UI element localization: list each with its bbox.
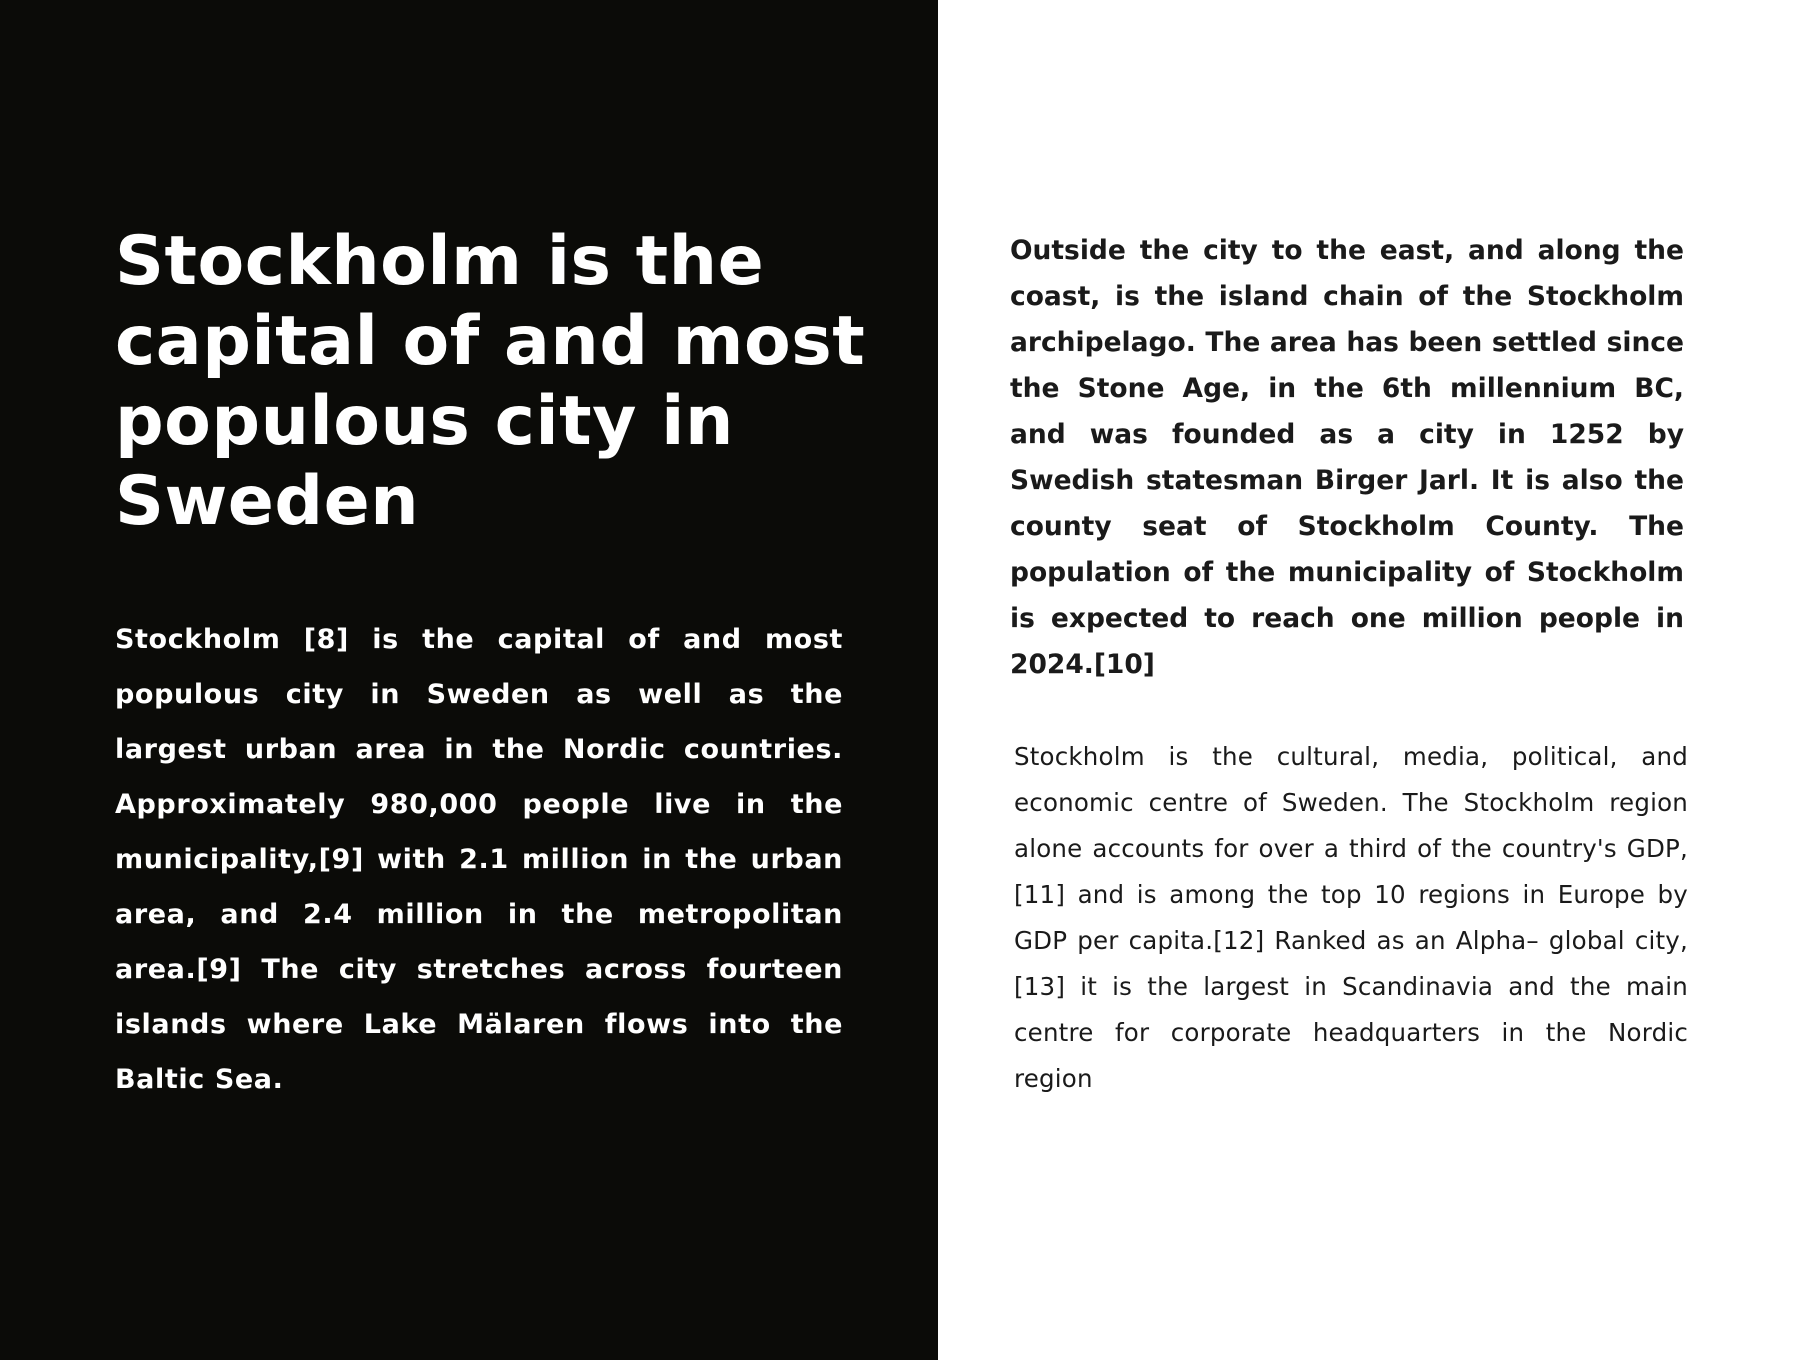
- history-paragraph: Outside the city to the east, and along the coast, is the island chain of the Stockholm archipelago. The area has been settled since the Stone Age, in the 6th millennium BC, and was founded as a city in 1252 by Swedish statesman Birger Jarl. It is also the county seat of Stockholm County. The population of the municipality of Stockholm is expected to reach one million people in 2024.[10]: [1010, 235, 1684, 680]
- intro-paragraph: Stockholm [8] is the capital of and most populous city in Sweden as well as the largest urban area in the Nordic countries. Approximately 980,000 people live in the municipality,[9] with 2.1 million in the urban area, and 2.4 million in the metropolitan area.[9] The city stretches across fourteen islands where Lake Mälaren flows into the Baltic Sea.: [115, 624, 843, 1095]
- economy-paragraph: Stockholm is the cultural, media, political, and economic centre of Sweden. The Stockholm region alone accounts for over a third of the country's GDP,[11] and is among the top 10 regions in Europe by GDP per capita.[12] Ranked as an Alpha– global city,[13] it is the largest in Scandinavia and the main centre for corporate headquarters in the Nordic region: [1014, 742, 1688, 1093]
- page-headline: Stockholm is the capital of and most populous city in Sweden: [115, 222, 866, 541]
